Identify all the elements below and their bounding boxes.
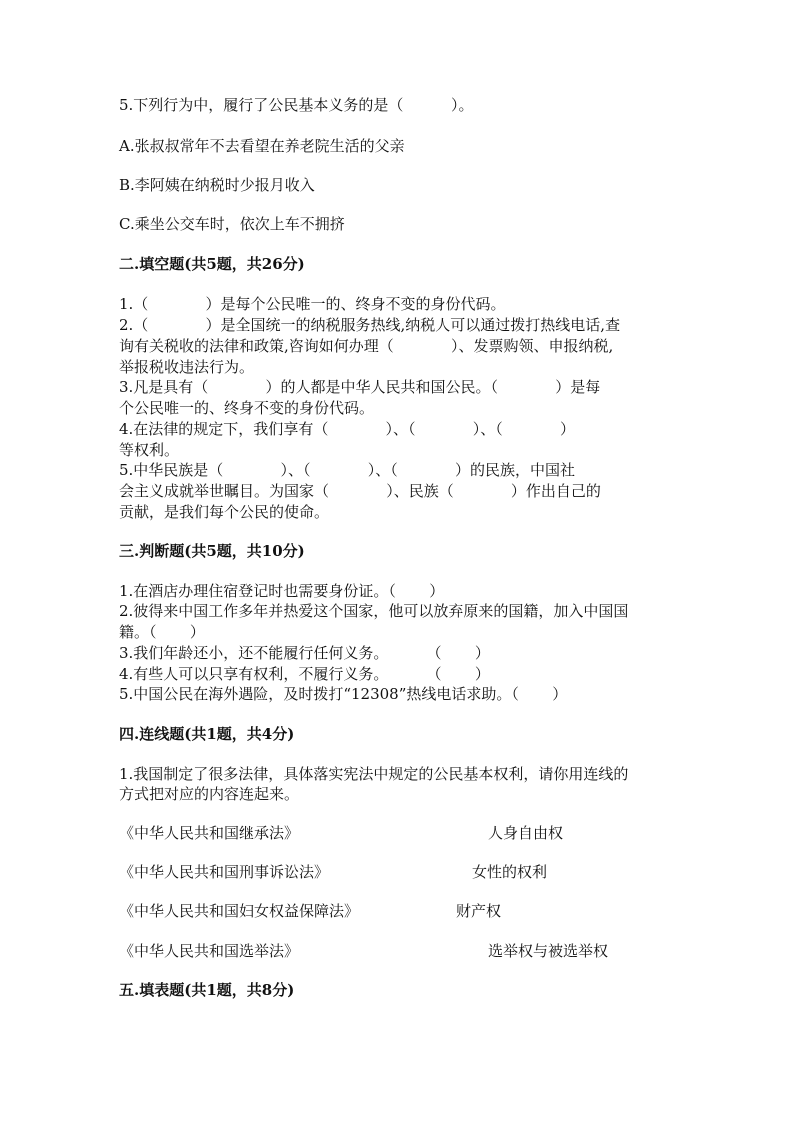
fill-line: 2.（ ）是全国统一的纳税服务热线,纳税人可以通过拨打热线电话,查: [119, 316, 621, 334]
matching-right-item[interactable]: 选举权与被选举权: [488, 942, 609, 960]
judge-line: 4.有些人可以只享有权利，不履行义务。 （ ）: [119, 665, 490, 683]
question-stem: 5.下列行为中，履行了公民基本义务的是（ ）。: [119, 96, 474, 114]
fill-line: 4.在法律的规定下，我们享有（ ）、（ ）、（ ）: [119, 420, 575, 438]
matching-left-item[interactable]: 《中华人民共和国妇女权益保障法》: [119, 902, 360, 920]
fill-line: 询有关税收的法律和政策,咨询如何办理（ ）、发票购领、申报纳税,: [119, 337, 614, 355]
fill-line: 贡献，是我们每个公民的使命。: [119, 503, 330, 521]
judge-line: 籍。（ ）: [119, 623, 205, 641]
fill-line: 3.凡是具有（ ）的人都是中华人民共和国公民。（ ）是每: [119, 378, 601, 396]
fill-line: 举报税收违法行为。: [119, 358, 255, 376]
matching-intro: 1.我国制定了很多法律，具体落实宪法中规定的公民基本权利，请你用连线的: [119, 765, 629, 783]
matching-left-item[interactable]: 《中华人民共和国选举法》: [119, 942, 300, 960]
matching-right-item[interactable]: 女性的权利: [472, 863, 548, 881]
fill-line: 1.（ ）是每个公民唯一的、终身不变的身份代码。: [119, 295, 506, 313]
matching-intro: 方式把对应的内容连起来。: [119, 785, 300, 803]
section-heading-judgement: 三.判断题(共5题，共10分): [119, 542, 305, 560]
section-heading-table: 五.填表题(共1题，共8分): [119, 981, 295, 999]
option-a[interactable]: A.张叔叔常年不去看望在养老院生活的父亲: [119, 137, 405, 155]
option-c[interactable]: C.乘坐公交车时，依次上车不拥挤: [119, 215, 345, 233]
judge-line: 5.中国公民在海外遇险，及时拨打“12308”热线电话求助。（ ）: [119, 685, 568, 703]
matching-right-item[interactable]: 财产权: [456, 902, 502, 920]
judge-line: 2.彼得来中国工作多年并热爱这个国家，他可以放弃原来的国籍，加入中国国: [119, 602, 629, 620]
judge-line: 3.我们年龄还小，还不能履行任何义务。 （ ）: [119, 644, 490, 662]
matching-left-item[interactable]: 《中华人民共和国继承法》: [119, 824, 300, 842]
judge-line: 1.在酒店办理住宿登记时也需要身份证。（ ）: [119, 582, 445, 600]
option-b[interactable]: B.李阿姨在纳税时少报月收入: [119, 176, 315, 194]
section-heading-matching: 四.连线题(共1题，共4分): [119, 725, 295, 743]
fill-line: 5.中华民族是（ ）、（ ）、（ ）的民族，中国社: [119, 461, 575, 479]
fill-line: 等权利。: [119, 441, 180, 459]
section-heading-fill-in: 二.填空题(共5题，共26分): [119, 255, 305, 273]
fill-line: 个公民唯一的、终身不变的身份代码。: [119, 399, 375, 417]
matching-left-item[interactable]: 《中华人民共和国刑事诉讼法》: [119, 863, 330, 881]
matching-right-item[interactable]: 人身自由权: [488, 824, 564, 842]
fill-line: 会主义成就举世瞩目。为国家（ ）、民族（ ）作出自己的: [119, 482, 601, 500]
